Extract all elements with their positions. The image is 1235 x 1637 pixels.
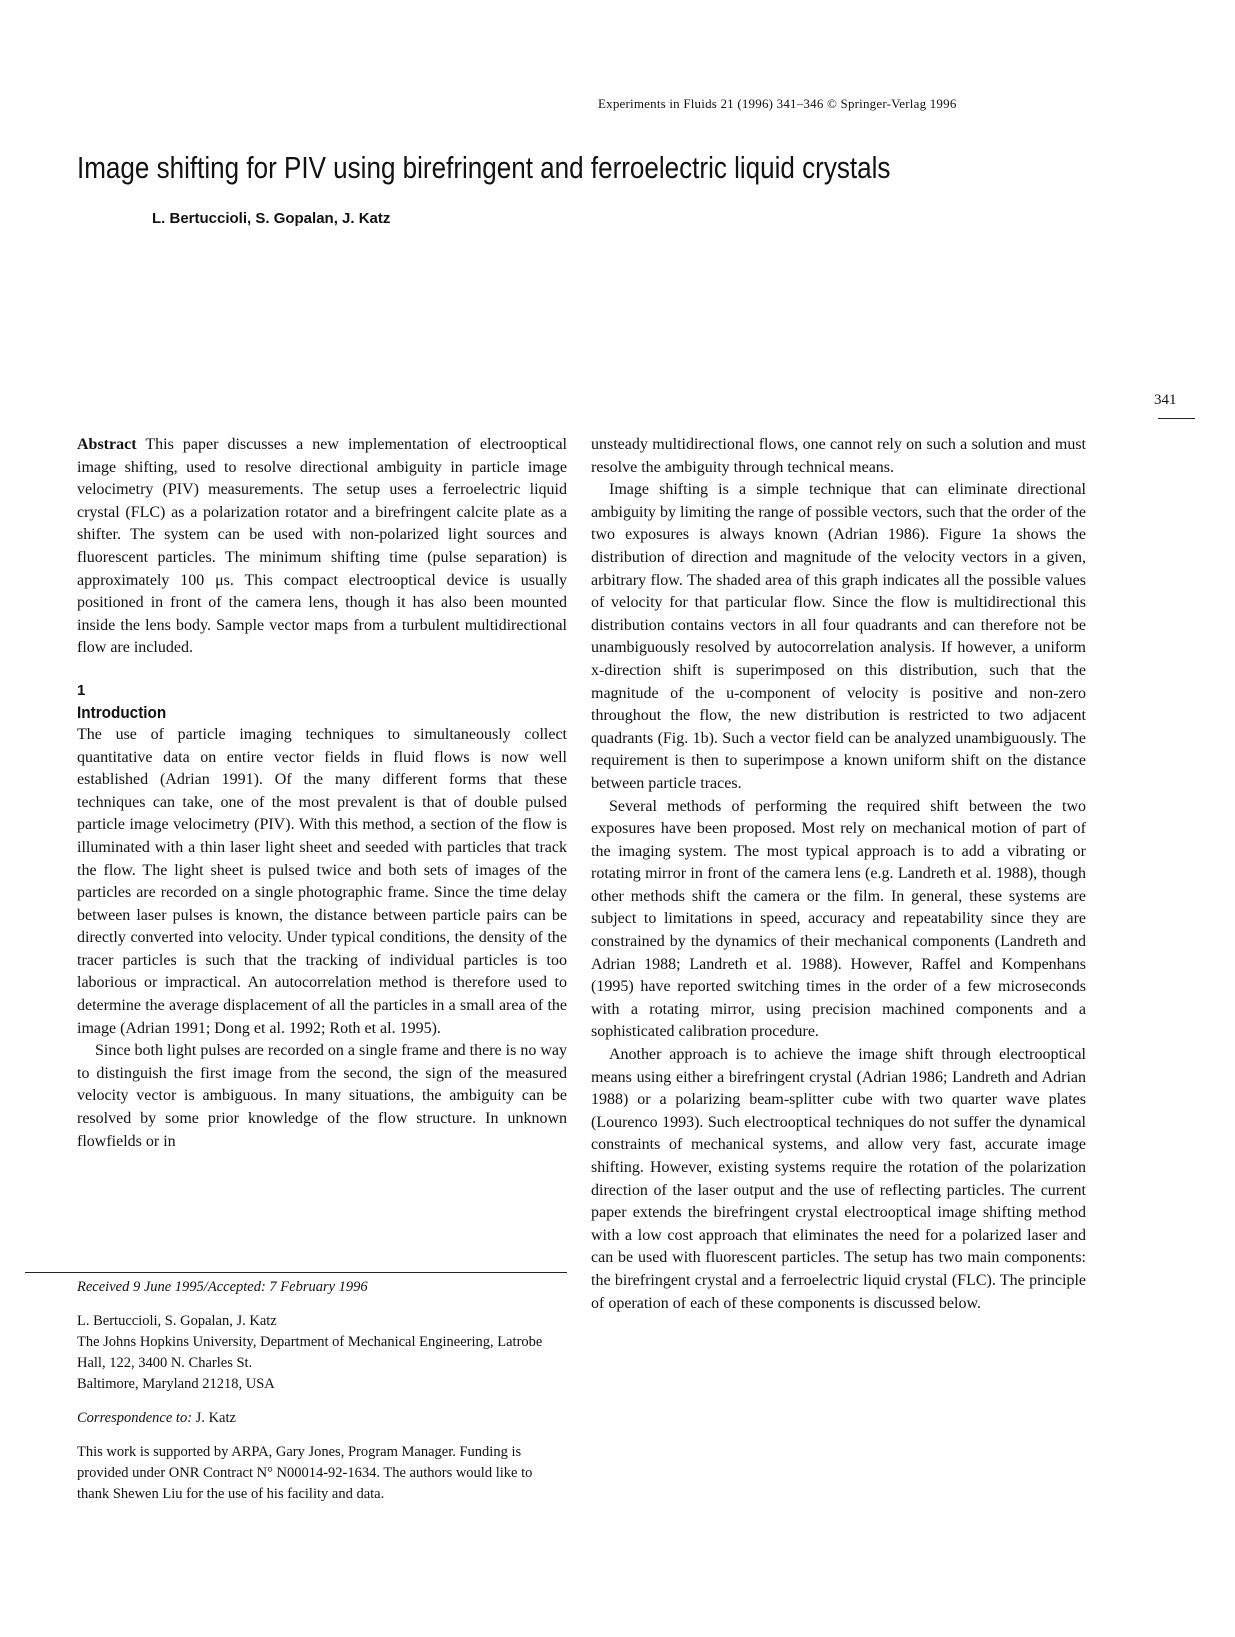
footnote-rule bbox=[25, 1272, 567, 1273]
paper-title: Image shifting for PIV using birefringent and ferroelectric liquid crystals bbox=[77, 150, 891, 185]
footnotes bbox=[77, 1277, 567, 1505]
page-number-rule bbox=[1158, 418, 1195, 419]
correspondence-name: J. Katz bbox=[195, 1410, 236, 1426]
section-title: Introduction bbox=[77, 702, 167, 722]
abstract-label: Abstract bbox=[77, 436, 137, 453]
intro-paragraph-4: Image shifting is a simple technique that can eliminate directional ambiguity by limiting the range of possible vectors, such that the order of the two exposures is always known (Adrian 1986). Figure 1a shows the distribution of direction and magnitude of the velocity vectors in a given, arbitrary flow. The shaded area of this graph indicates all the possible values of velocity for that particular flow. Since the flow is multidirectional this distribution contains vectors in all four quadrants and can therefore not be unambiguously resolved by autocorrelation analysis. If however, a uniform x-direction shift is superimposed on this distribution, such that the magnitude of the u-component of velocity is positive and non-zero throughout the flow, the new distribution is restricted to two adjacent quadrants (Fig. 1b). Such a vector field can be analyzed unambiguously. The requirement is then to superimpose a known uniform shift on the distance between particle traces. bbox=[591, 481, 1086, 792]
abstract bbox=[77, 434, 567, 660]
left-column bbox=[77, 434, 567, 1153]
intro-paragraph-2: Since both light pulses are recorded on a single frame and there is no way to distinguish the first image from the second, the sign of the measured velocity vector is ambiguous. In many situations, the ambiguity can be resolved by some prior knowledge of the flow structure. In unknown flowfields or in bbox=[77, 1042, 567, 1150]
intro-paragraph-3: unsteady multidirectional flows, one cannot rely on such a solution and must resolve the ambiguity through technical means. bbox=[591, 436, 1086, 476]
author-list: L. Bertuccioli, S. Gopalan, J. Katz bbox=[152, 210, 391, 227]
correspondence-label: Correspondence to: bbox=[77, 1410, 193, 1426]
intro-paragraph-1: The use of particle imaging techniques to simultaneously collect quantitative data on entire vector fields in fluid flows is now well established (Adrian 1991). Of the many different forms that these techniques can take, one of the most prevalent is that of double pulsed particle image velocimetry (PIV). With this method, a section of the flow is illuminated with a thin laser light sheet and seeded with particles that track the flow. The light sheet is pulsed twice and both sets of images of the particles are recorded on a single photographic frame. Since the time delay between laser pulses is known, the distance between particle pairs can be directly converted into velocity. Under typical conditions, the density of the tracer particles is such that the tracking of individual particles is too laborious or impractical. An autocorrelation method is therefore used to determine the average displacement of all the particles in a small area of the image (Adrian 1991; Dong et al. 1992; Roth et al. 1995). bbox=[77, 725, 567, 1037]
abstract-text: This paper discusses a new implementation of electrooptical image shifting, used to resolve directional ambiguity in particle image velocimetry (PIV) measurements. The setup uses a ferroelectric liquid crystal (FLC) as a polarization rotator and a birefringent calcite plate as a shifter. The system can be used with non-polarized light sources and fluorescent particles. The minimum shifting time (pulse separation) is approximately 100 μs. This compact electrooptical device is usually positioned in front of the camera lens, though it has also been mounted inside the lens body. Sample vector maps from a turbulent multidirectional flow are included. bbox=[77, 436, 567, 657]
correspondence bbox=[77, 1408, 567, 1429]
intro-paragraph-6: Another approach is to achieve the image shift through electrooptical means using either a birefringent crystal (Adrian 1986; Landreth and Adrian 1988) or a polarizing beam-splitter cube with two quarter wave plates (Lourenco 1993). Such electrooptical techniques do not suffer the dynamical constraints of mechanical systems, and allow very fast, accurate image shifting. However, existing systems require the rotation of the polarization direction of the laser output and the use of reflecting particles. The current paper extends the birefringent crystal electrooptical image shifting method with a low cost approach that eliminates the need for a polarized laser and can be used with fluorescent particles. The setup has two main components: the birefringent crystal and a ferroelectric liquid crystal (FLC). The principle of operation of each of these components is discussed below. bbox=[591, 1046, 1086, 1312]
journal-citation: Experiments in Fluids 21 (1996) 341–346 © Springer-Verlag 1996 bbox=[598, 96, 957, 111]
footnote-authors: L. Bertuccioli, S. Gopalan, J. Katz bbox=[77, 1313, 277, 1329]
section-number: 1 bbox=[77, 681, 86, 699]
affiliation-city: Baltimore, Maryland 21218, USA bbox=[77, 1376, 275, 1392]
intro-paragraph-5: Several methods of performing the required shift between the two exposures have been proposed. Most rely on mechanical motion of part of the imaging system. The most typical approach is to add a vibrating or rotating mirror in front of the camera lens (e.g. Landreth et al. 1988), though other methods shift the camera or the film. In general, these systems are subject to limitations in speed, accuracy and repeatability since they are constrained by the dynamics of their mechanical components (Landreth and Adrian 1988; Landreth et al. 1988). However, Raffel and Kompenhans (1995) have reported switching times in the order of a few microseconds with a rotating mirror, using precision machined components and a sophisticated calibration procedure. bbox=[591, 797, 1086, 1041]
right-column bbox=[591, 434, 1086, 1315]
affiliation: The Johns Hopkins University, Department of Mechanical Engineering, Latrobe Hall, 122, 3400 N. Charles St. bbox=[77, 1334, 543, 1371]
received-dates: Received 9 June 1995/Accepted: 7 February 1996 bbox=[77, 1279, 368, 1295]
page-number: 341 bbox=[1154, 392, 1177, 408]
funding-note: This work is supported by ARPA, Gary Jones, Program Manager. Funding is provided under ONR Contract N° N00014-92-1634. The authors would like to thank Shewen Liu for the use of his facility and data. bbox=[77, 1444, 533, 1502]
